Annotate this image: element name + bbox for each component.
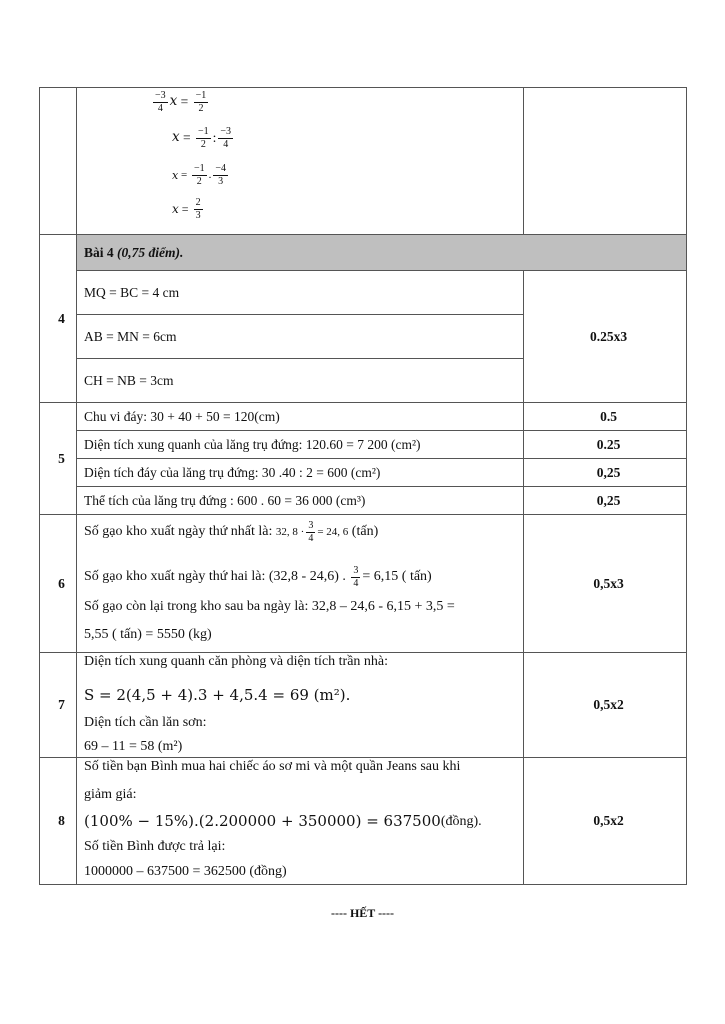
fraction xyxy=(194,90,209,114)
bai6-line-1-text: Số gạo kho xuất ngày thứ nhất là: xyxy=(84,524,273,539)
numerator: −3 xyxy=(220,126,232,137)
bai7-line-1: Diện tích xung quanh căn phòng và diện tích trần nhà: xyxy=(84,654,389,669)
numerator: −1 xyxy=(193,163,205,174)
bai8-solution xyxy=(77,758,524,885)
bai5-line-4: Thể tích của lăng trụ đứng : 600 . 60 = 36 000 (cm³) xyxy=(77,487,524,515)
denominator: 4 xyxy=(223,138,229,150)
denominator: 2 xyxy=(200,138,206,150)
variable-x: x xyxy=(172,202,179,216)
denominator: 3 xyxy=(218,175,224,187)
fraction xyxy=(306,520,315,544)
bai4-line-row xyxy=(40,271,687,315)
bai8-formula-unit: (đồng). xyxy=(440,813,482,829)
bai6-line-1 xyxy=(84,520,378,544)
bai4-title: Bài 4 xyxy=(84,244,114,260)
answer-table xyxy=(39,87,687,885)
part3-score-cell xyxy=(524,88,687,235)
bai4-header-row xyxy=(40,235,687,271)
bai8-row xyxy=(40,758,687,885)
bai8-line-5: 1000000 – 637500 = 362500 (đồng) xyxy=(84,864,287,879)
bai4-score: 0.25x3 xyxy=(524,271,687,403)
bai5-number: 5 xyxy=(40,403,77,515)
bai6-solution xyxy=(77,515,524,653)
bai6-score: 0,5x3 xyxy=(524,515,687,653)
denominator: 4 xyxy=(157,102,163,114)
bai8-line-2: giảm giá: xyxy=(84,787,137,802)
part3-row xyxy=(40,88,687,235)
bai6-line-4: 5,55 ( tấn) = 5550 (kg) xyxy=(84,627,212,642)
denominator: 2 xyxy=(198,102,204,114)
bai5-row xyxy=(40,403,687,431)
bai5-score-1: 0.5 xyxy=(524,403,687,431)
bai8-line-1: Số tiền bạn Bình mua hai chiếc áo sơ mi và một quần Jeans sau khi xyxy=(84,759,461,774)
bai7-formula: S = 2(4,5 + 4).3 + 4,5.4 = 69 (m²). xyxy=(84,686,351,704)
denominator: 4 xyxy=(353,577,359,589)
bai6-number: 6 xyxy=(40,515,77,653)
fraction xyxy=(196,126,211,150)
numerator: −1 xyxy=(198,126,209,137)
bai4-line-3: CH = NB = 3cm xyxy=(77,359,524,403)
bai7-line-3: Diện tích cần lăn sơn: xyxy=(84,715,207,730)
bai4-line-1: MQ = BC = 4 cm xyxy=(77,271,524,315)
denominator: 4 xyxy=(308,532,314,544)
bai5-row xyxy=(40,431,687,459)
bai5-score-3: 0,25 xyxy=(524,459,687,487)
numerator: 3 xyxy=(308,520,314,531)
bai5-line-1: Chu vi đáy: 30 + 40 + 50 = 120(cm) xyxy=(77,403,524,431)
numerator: −3 xyxy=(155,90,166,101)
bai5-row xyxy=(40,487,687,515)
variable-x: x xyxy=(172,129,180,146)
end-marker: ---- HẾT ---- xyxy=(330,906,395,920)
bai7-row xyxy=(40,653,687,758)
bai6-line-1-result: = 24, 6 xyxy=(317,525,349,538)
equals-sign: = xyxy=(183,130,191,146)
fraction xyxy=(351,565,360,589)
fraction xyxy=(192,163,207,187)
equals-sign: = xyxy=(180,94,189,110)
bai4-header xyxy=(77,235,687,271)
bai8-number: 8 xyxy=(40,758,77,885)
variable-x: x xyxy=(169,93,178,110)
fraction xyxy=(153,90,168,114)
equation-line-1 xyxy=(151,90,210,114)
bai7-score: 0,5x2 xyxy=(524,653,687,758)
bai6-row xyxy=(40,515,687,653)
variable-x: x xyxy=(172,168,179,182)
bai8-formula-line xyxy=(84,814,482,829)
bai6-line-3: Số gạo còn lại trong kho sau ba ngày là: 32,8 – 24,6 - 6,15 + 3,5 = xyxy=(84,599,455,614)
bai8-formula: (100% − 15%).(2.200000 + 350000) = 637500 xyxy=(84,812,441,830)
numerator: −4 xyxy=(215,163,226,174)
equation-line-3 xyxy=(172,163,230,187)
equals-sign: = xyxy=(180,168,188,181)
bai5-line-3: Diện tích đáy của lăng trụ đứng: 30 .40 : 2 = 600 (cm²) xyxy=(77,459,524,487)
bai5-score-4: 0,25 xyxy=(524,487,687,515)
bai5-line-2: Diện tích xung quanh của lăng trụ đứng: 120.60 = 7 200 (cm²) xyxy=(77,431,524,459)
equation-line-2 xyxy=(172,126,235,150)
numerator: −1 xyxy=(195,90,207,101)
bai7-solution xyxy=(77,653,524,758)
equals-sign: = xyxy=(181,202,189,216)
multiply-sign: . xyxy=(208,168,212,181)
bai7-number: 7 xyxy=(40,653,77,758)
numerator: 2 xyxy=(195,197,201,208)
bai6-line-2 xyxy=(84,565,432,589)
bai5-score-2: 0.25 xyxy=(524,431,687,459)
bai8-line-4: Số tiền Bình được trả lại: xyxy=(84,839,226,854)
numerator: 3 xyxy=(353,565,359,576)
bai4-number: 4 xyxy=(40,235,77,403)
bai7-line-4: 69 – 11 = 58 (m²) xyxy=(84,739,183,754)
bai4-points: (0,75 điểm). xyxy=(117,244,184,260)
denominator: 3 xyxy=(195,209,201,221)
denominator: 2 xyxy=(196,175,202,187)
equation-line-4 xyxy=(172,197,205,221)
bai6-line-1-expr: 32, 8 · xyxy=(275,525,305,538)
part3-solution-cell xyxy=(77,88,524,235)
bai6-line-2-text: Số gạo kho xuất ngày thứ hai là: (32,8 - 24,6) . xyxy=(84,569,346,584)
fraction xyxy=(213,163,228,187)
bai6-line-1-unit: (tấn) xyxy=(351,524,379,539)
bai4-line-2: AB = MN = 6cm xyxy=(77,315,524,359)
bai8-score: 0,5x2 xyxy=(524,758,687,885)
part3-number-cell xyxy=(40,88,77,235)
fraction xyxy=(218,126,233,150)
bai5-row xyxy=(40,459,687,487)
division-sign: : xyxy=(212,130,217,146)
fraction xyxy=(194,197,203,221)
bai6-line-2-result: = 6,15 ( tấn) xyxy=(362,569,432,584)
